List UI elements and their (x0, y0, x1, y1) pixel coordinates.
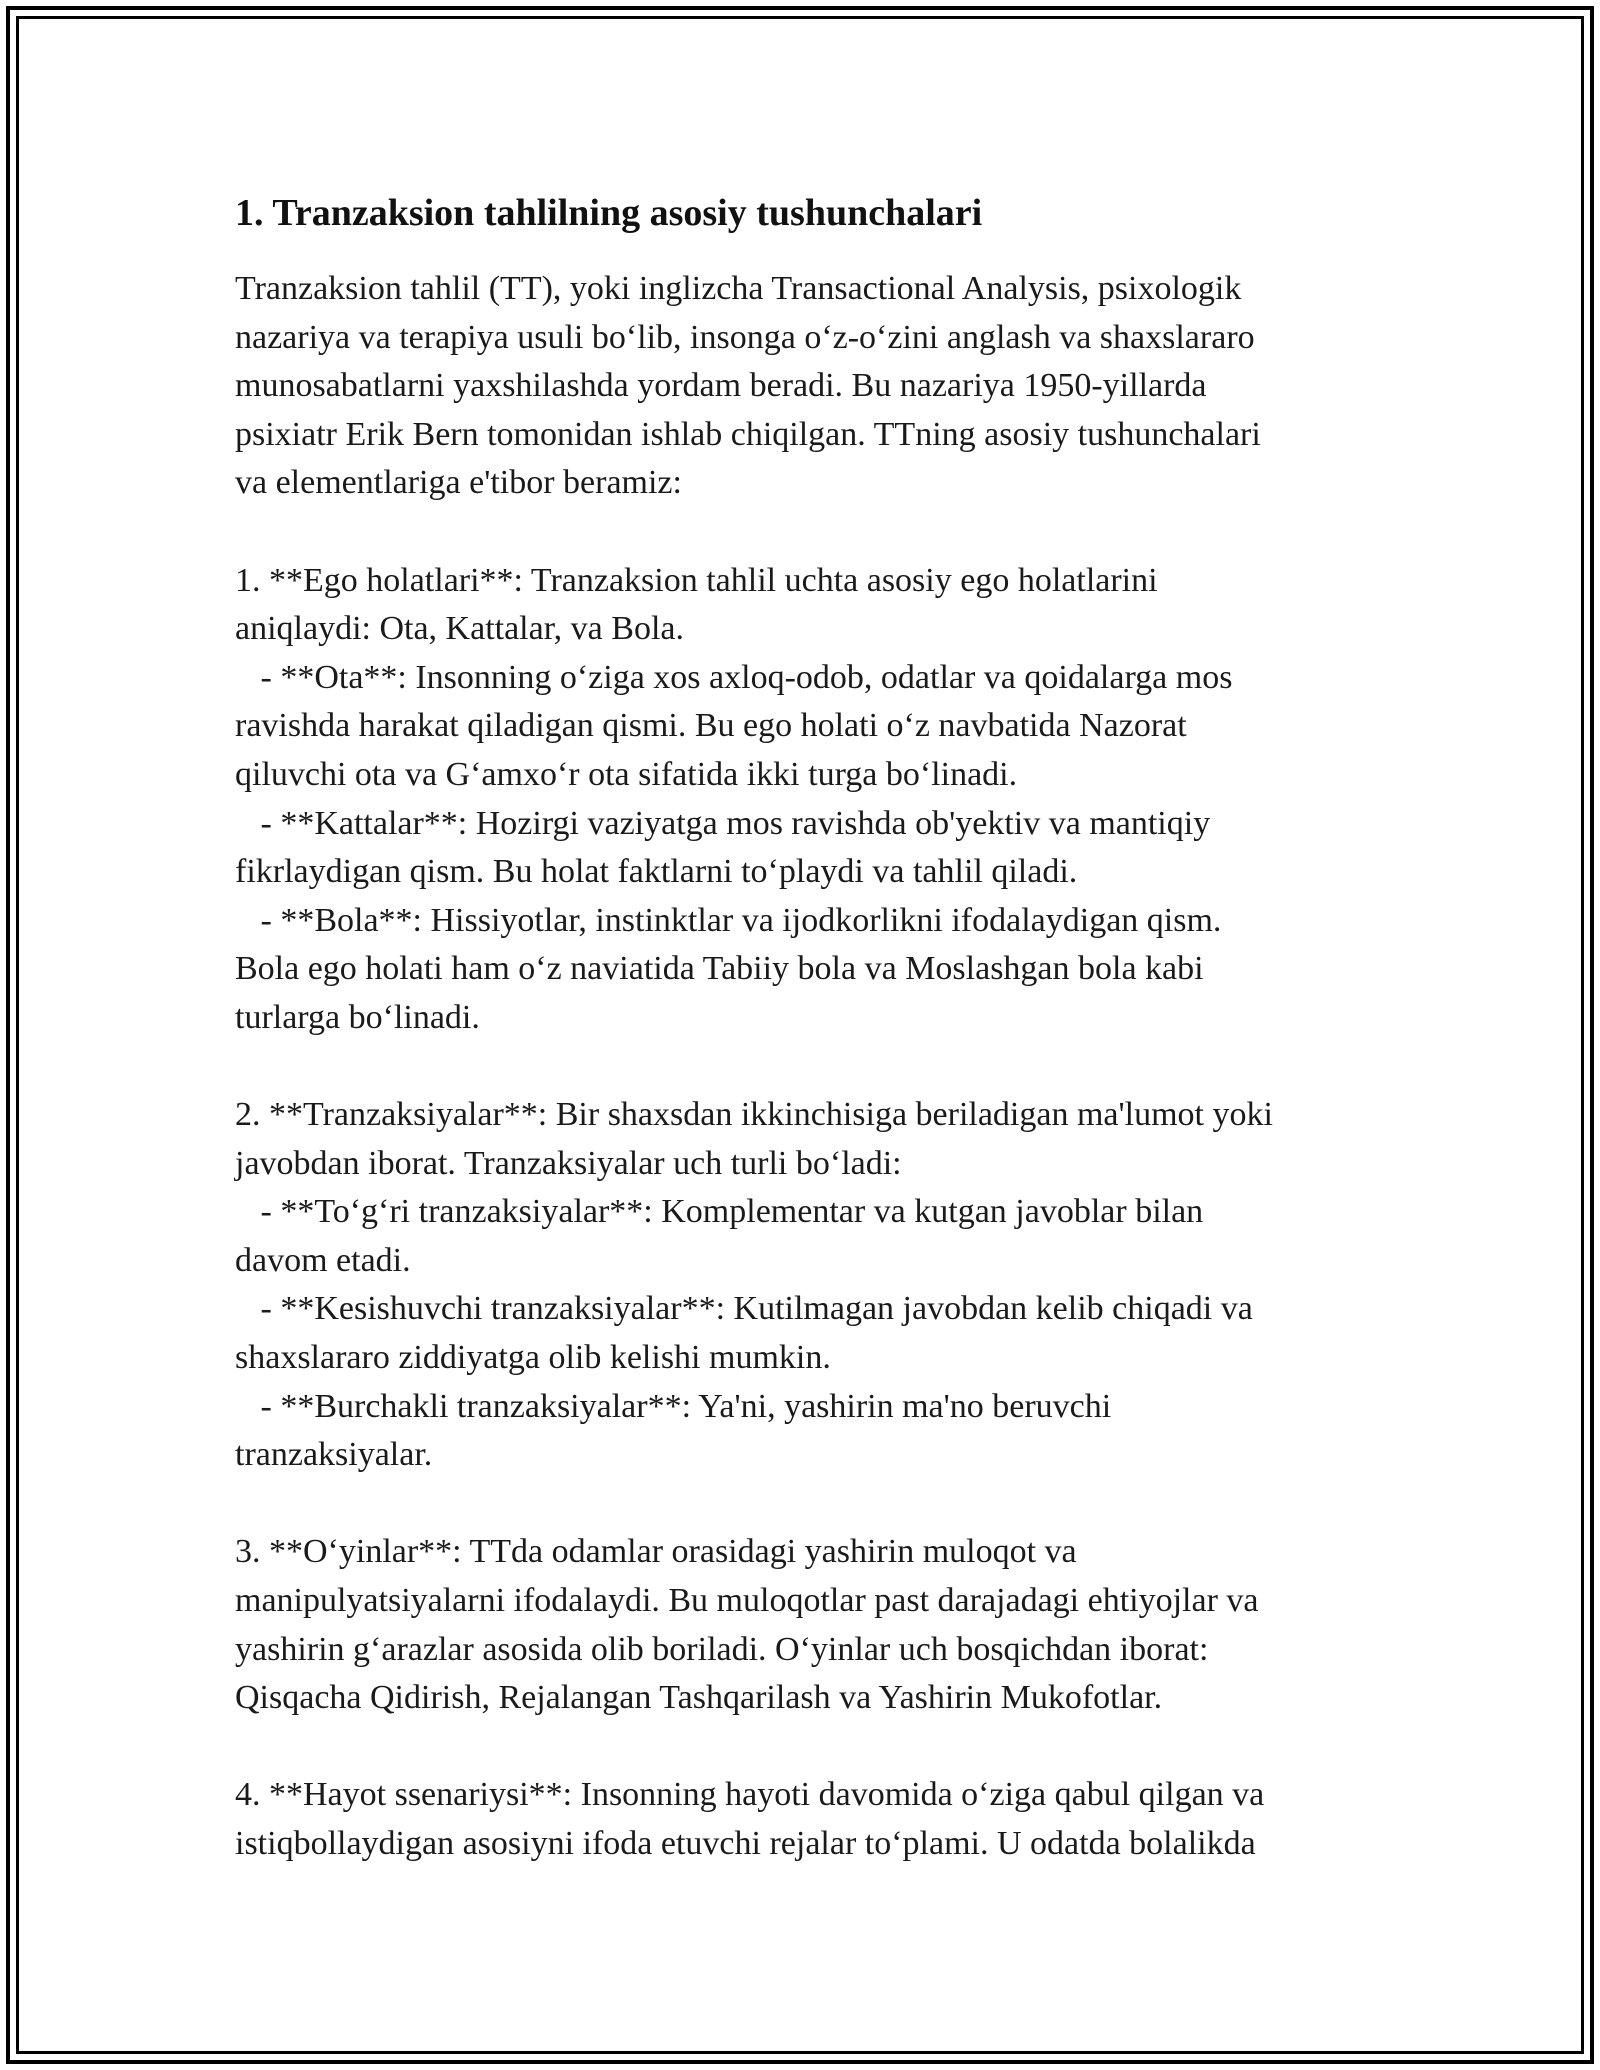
section-games: 3. **O‘yinlar**: TTda odamlar orasidagi yashirin muloqot va manipulyatsiyalarni ifodalaydi. Bu muloqotlar past darajadagi ehtiyojlar va yashirin g‘arazlar asosida olib boriladi. O‘yinlar uch bosqichdan iborat: Qisqacha Qidirish, Rejalangan Tashqarilash va Yashirin Mukofotlar. (235, 1533, 1259, 1717)
document-content (235, 187, 1375, 1869)
intro-paragraph: Tranzaksion tahlil (TT), yoki inglizcha Transactional Analysis, psixologik nazariya va terapiya usuli bo‘lib, insonga o‘z-o‘zini anglash va shaxslararo munosabatlarni yaxshilashda yordam beradi. Bu nazariya 1950-yillarda psixiatr Erik Bern tomonidan ishlab chiqilgan. TTning asosiy tushunchalari va elementlariga e'tibor beramiz: (235, 270, 1261, 502)
paragraph-gap (235, 508, 1375, 557)
section-ego-states: 1. **Ego holatlari**: Tranzaksion tahlil uchta asosiy ego holatlarini aniqlaydi: Ota, Kattalar, va Bola. - **Ota**: Insonning o‘ziga xos axloq-odob, odatlar va qoidalarga mos ravishda harakat qiladigan qismi. Bu ego holati o‘z navbatida Nazorat qiluvchi ota va G‘amxo‘r ota sifatida ikki turga bo‘linadi. - **Kattalar**: Hozirgi vaziyatga mos ravishda ob'yektiv va mantiqiy fikrlaydigan qism. Bu holat faktlarni to‘playdi va tahlil qiladi. - **Bola**: Hissiyotlar, instinktlar va ijodkorlikni ifodalaydigan qism. Bola ego holati ham o‘z naviatida Tabiiy bola va Moslashgan bola kabi turlarga bo‘linadi. (235, 561, 1233, 1036)
document-heading: 1. Tranzaksion tahlilning asosiy tushunchalari (235, 192, 983, 234)
section-life-script: 4. **Hayot ssenariysi**: Insonning hayoti davomida o‘ziga qabul qilgan va istiqbollaydigan asosiyni ifoda etuvchi rejalar to‘plami. U odatda bolalikda (235, 1776, 1265, 1862)
paragraph-gap (235, 1043, 1375, 1092)
paragraph-gap (235, 1480, 1375, 1529)
paragraph-gap (235, 1723, 1375, 1772)
section-transactions: 2. **Tranzaksiyalar**: Bir shaxsdan ikkinchisiga beriladigan ma'lumot yoki javobdan iborat. Tranzaksiyalar uch turli bo‘ladi: - **To‘g‘ri tranzaksiyalar**: Komplementar va kutgan javoblar bilan davom etadi. - **Kesishuvchi tranzaksiyalar**: Kutilmagan javobdan kelib chiqadi va shaxslararo ziddiyatga olib kelishi mumkin. - **Burchakli tranzaksiyalar**: Ya'ni, yashirin ma'no beruvchi tranzaksiyalar. (235, 1096, 1273, 1474)
